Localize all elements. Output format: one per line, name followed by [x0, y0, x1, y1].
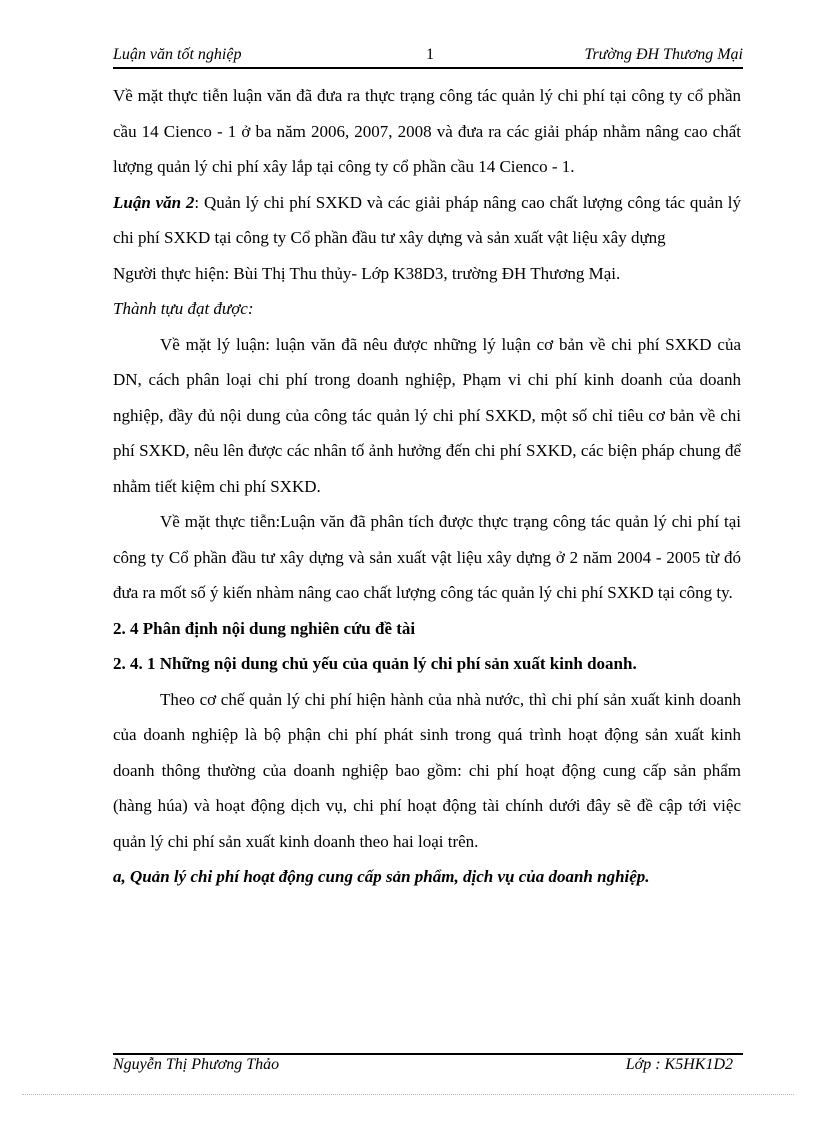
paragraph-author: Người thực hiện: Bùi Thị Thu thủy- Lớp K38D3, trường ĐH Thương Mại. [113, 263, 621, 283]
thesis2-text: : Quản lý chi phí SXKD và các giải pháp nâng cao chất lượng công tác quản lý chi phí SXKD tại công ty Cổ phần đầu tư xây dựng và sản xuất vật liệu xây dựng [113, 192, 741, 247]
paragraph-practical-thesis1: Về mặt thực tiễn luận văn đã đưa ra thực trạng công tác quản lý chi phí tại công ty cổ phần cầu 14 Cienco - 1 ở ba năm 2006, 2007, 2008 và đưa ra các giải pháp nhằm nâng cao chất lượng quản lý chi phí xây lắp tại công ty cổ phần cầu 14 Cienco - 1. [113, 86, 741, 176]
header-rule [113, 67, 743, 69]
subheading-a: a, Quản lý chi phí hoạt động cung cấp sản phẩm, dịch vụ của doanh nghiệp. [113, 867, 650, 886]
footer-author: Nguyễn Thị Phương Thảo [113, 1056, 280, 1073]
footer-class: Lớp : K5HK1D2 [625, 1056, 733, 1073]
paragraph-practice: Về mặt thực tiễn:Luận văn đã phân tích được thực trạng công tác quản lý chi phí tại công ty Cổ phần đầu tư xây dựng và sản xuất vật liệu xây dựng ở 2 năm 2004 - 2005 từ đó đưa ra mốt số ý kiến nhàm nâng cao chất lượng công tác quản lý chi phí SXKD tại công ty. [113, 512, 741, 602]
paragraph-theory: Về mặt lý luận: luận văn đã nêu được những lý luận cơ bản về chi phí SXKD của DN, cách phân loại chi phí trong doanh nghiệp, Phạm vi chi phí kinh doanh của doanh nghiệp, đầy đủ nội dung của công tác quản lý chi phí SXKD, một số chỉ tiêu cơ bản về chi phí SXKD, nêu lên được các nhân tố ảnh hưởng đến chi phí SXKD, các biện pháp chung để nhằm tiết kiệm chi phí SXKD. [113, 334, 741, 496]
page-header [113, 46, 743, 68]
paragraph-thesis2 [113, 185, 741, 256]
header-school: Trường ĐH Thương Mại [584, 46, 743, 63]
footer-rule [113, 1053, 743, 1055]
page-bottom-dotted-line [22, 1094, 794, 1095]
page-footer [113, 1056, 743, 1078]
page-number: 1 [426, 46, 434, 63]
paragraph-achievements-label: Thành tựu đạt được: [113, 299, 254, 318]
document-body [113, 78, 741, 895]
section-heading-2-4-1: 2. 4. 1 Những nội dung chủ yếu của quản lý chi phí sản xuất kinh doanh. [113, 654, 637, 673]
paragraph-mechanism: Theo cơ chế quản lý chi phí hiện hành của nhà nước, thì chi phí sản xuất kinh doanh của doanh nghiệp là bộ phận chi phí phát sinh trong quá trình hoạt động sản xuất kinh doanh thông thường của doanh nghiệp bao gồm: chi phí hoạt động cung cấp sản phẩm (hàng húa) và hoạt động dịch vụ, chi phí hoạt động tài chính dưới đây sẽ đề cập tới việc quản lý chi phí sản xuất kinh doanh theo hai loại trên. [113, 689, 741, 851]
thesis2-label: Luận văn 2 [113, 192, 195, 212]
header-title: Luận văn tốt nghiệp [113, 46, 242, 63]
section-heading-2-4: 2. 4 Phân định nội dung nghiên cứu đề tài [113, 618, 416, 638]
